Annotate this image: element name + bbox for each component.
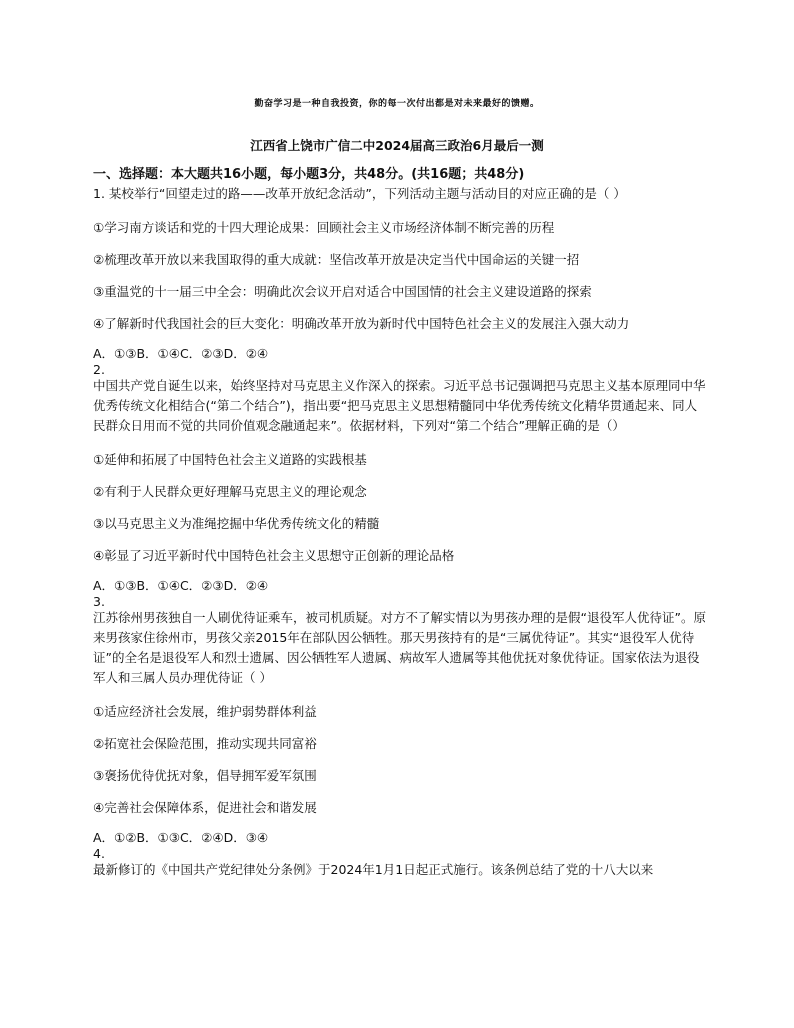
option: ①学习南方谈话和党的十四大理论成果：回顾社会主义市场经济体制不断完善的历程 [93,220,555,235]
question-stem: 最新修订的《中国共产党纪律处分条例》于2024年1月1日起正式施行。该条例总结了党的十八大以来 [93,862,654,877]
option: ①适应经济社会发展，维护弱势群体利益 [93,704,317,719]
question-number: 4. [93,846,105,861]
option: ②有利于人民群众更好理解马克思主义的理论观念 [93,484,367,499]
option: ④完善社会保障体系，促进社会和谐发展 [93,800,317,815]
question-3 [93,595,709,847]
answer-choices: A．①③B．①④C．②③D．②④ [93,578,269,593]
page-title: 江西省上饶市广信二中2024届高三政治6月最后一测 [250,138,544,153]
option: ④彰显了习近平新时代中国特色社会主义思想守正创新的理论品格 [93,548,455,563]
option: ③褒扬优待优抚对象，倡导拥军爱军氛围 [93,768,317,783]
question-number: 2. [93,362,105,377]
question-1 [93,184,709,363]
motto: 勤奋学习是一种自我投资，你的每一次付出都是对未来最好的馈赠。 [254,99,540,109]
answer-choices: A．①③B．①④C．②③D．②④ [93,346,269,361]
option: ③重温党的十一届三中全会：明确此次会议开启对适合中国国情的社会主义建设道路的探索 [93,284,592,299]
option: ③以马克思主义为准绳挖掘中华优秀传统文化的精髓 [93,516,380,531]
question-stem: 中国共产党自诞生以来，始终坚持对马克思主义作深入的探索。习近平总书记强调把马克思主义基本原理同中华优秀传统文化相结合(“第二个结合”)，指出要“把马克思主义思想精髓同中华优秀传统文化精华贯通起来、同人民群众日用而不觉的共同价值观念融通起来”。依据材料，下列对“第二个结合”理解正确的是（） [93,378,706,433]
exam-content [93,166,709,880]
question-2 [93,363,709,595]
question-number: 3. [93,594,105,609]
option: ①延伸和拓展了中国特色社会主义道路的实践根基 [93,452,367,467]
option: ②拓宽社会保险范围，推动实现共同富裕 [93,736,317,751]
answer-choices: A．①②B．①③C．②④D．③④ [93,830,269,845]
section-heading: 一、选择题：本大题共16小题，每小题3分，共48分。(共16题；共48分) [93,167,525,182]
option: ④了解新时代我国社会的巨大变化：明确改革开放为新时代中国特色社会主义的发展注入强大动力 [93,316,630,331]
question-stem: 江苏徐州男孩独自一人刷优待证乘车，被司机质疑。对方不了解实情以为男孩办理的是假“退役军人优待证”。原来男孩家住徐州市，男孩父亲2015年在部队因公牺牲。那天男孩持有的是“三属优待证”。其实“退役军人优待证”的全名是退役军人和烈士遗属、因公牺牲军人遗属、病故军人遗属等其他优抚对象优待证。国家依法为退役军人和三属人员办理优待证（ ） [93,610,706,685]
option: ②梳理改革开放以来我国取得的重大成就：坚信改革开放是决定当代中国命运的关键一招 [93,252,580,267]
question-4 [93,847,709,880]
question-stem: 1. 某校举行“回望走过的路——改革开放纪念活动”，下列活动主题与活动目的对应正确的是（ ） [93,186,626,201]
